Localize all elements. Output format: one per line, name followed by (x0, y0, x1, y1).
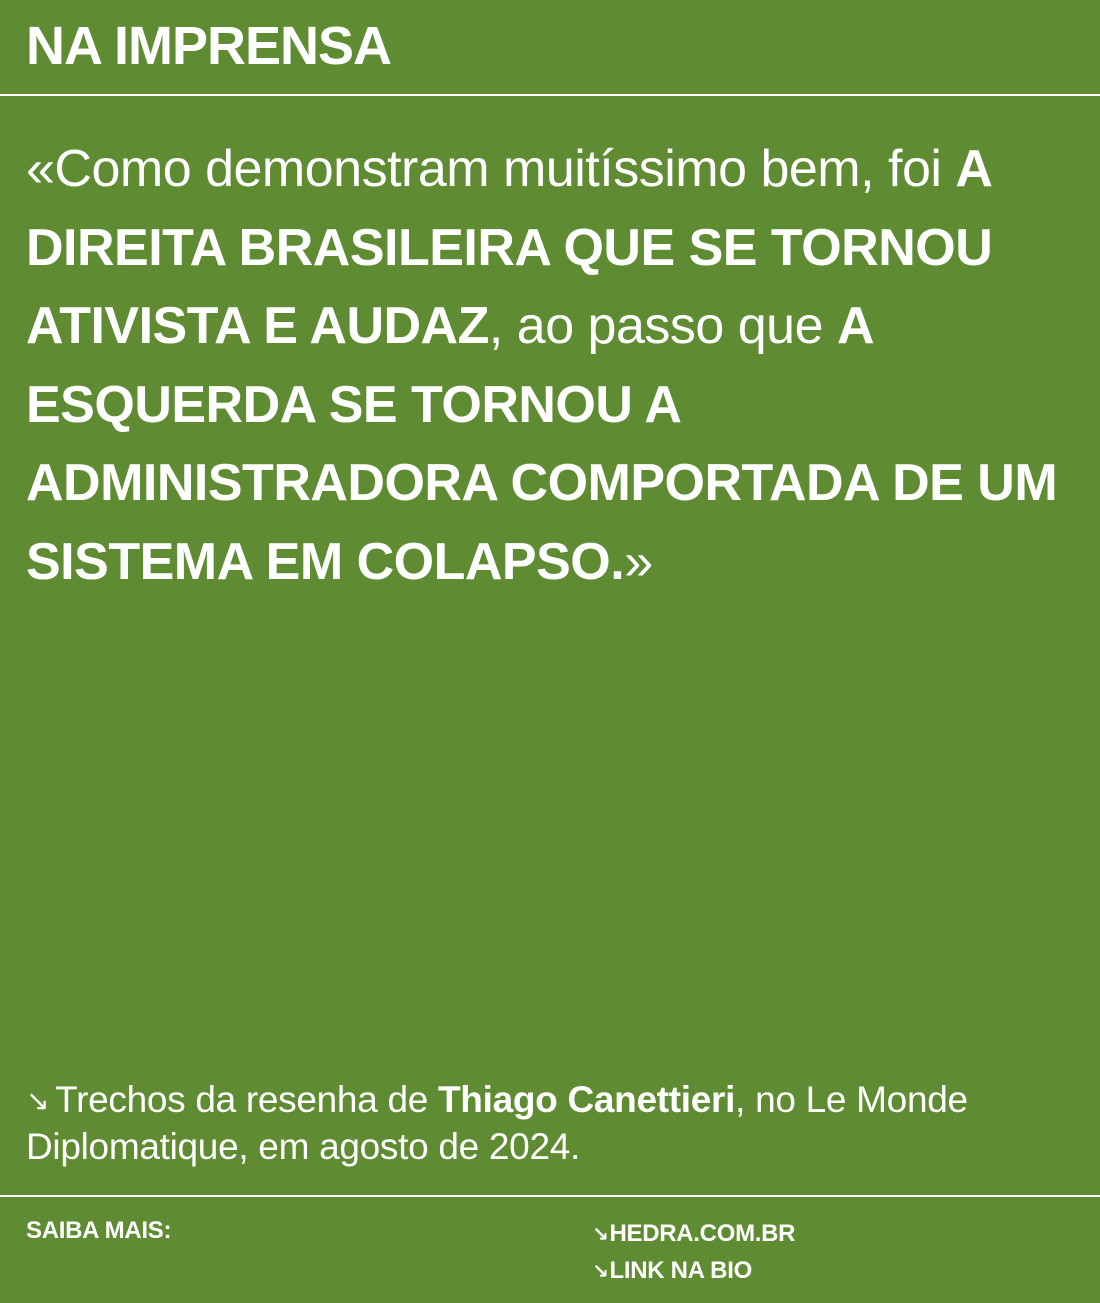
quote-text-1: Como demonstram muitíssimo bem, foi (54, 140, 956, 198)
quote-emphasis-1: A DIREITA BRASILEIRA QUE SE TORNOU ATIVISTA E AUDAZ (26, 140, 993, 355)
quote-emphasis-2: A ESQUERDA SE TORNOU A ADMINISTRADORA COMPORTADA DE UM SISTEMA EM COLAPSO. (26, 297, 1058, 591)
arrow-down-right-icon: ↘ (26, 1085, 50, 1116)
arrow-down-right-icon: ↘ (592, 1261, 609, 1283)
quote-close-mark: » (624, 532, 653, 591)
source-prefix: Trechos da resenha de (55, 1079, 438, 1120)
pull-quote (26, 130, 1076, 601)
footer-link-text: LINK NA BIO (609, 1257, 752, 1284)
top-divider (0, 94, 1100, 96)
quote-source (26, 1077, 1026, 1170)
source-author: Thiago Canettieri (438, 1079, 736, 1120)
quote-open-mark: « (26, 140, 55, 198)
arrow-down-right-icon: ↘ (592, 1224, 609, 1246)
source-suffix: , no Le Monde Diplomatique, em agosto de 2024. (26, 1079, 968, 1167)
footer-link-text: HEDRA.COM.BR (609, 1220, 796, 1247)
footer-label: SAIBA MAIS: (26, 1217, 172, 1244)
footer-link-bio[interactable] (592, 1253, 795, 1290)
footer-link-website[interactable] (592, 1216, 795, 1253)
footer-links (592, 1216, 795, 1290)
section-title: NA IMPRENSA (26, 16, 392, 76)
bottom-divider (0, 1195, 1100, 1197)
quote-text-2: , ao passo que (488, 297, 837, 355)
